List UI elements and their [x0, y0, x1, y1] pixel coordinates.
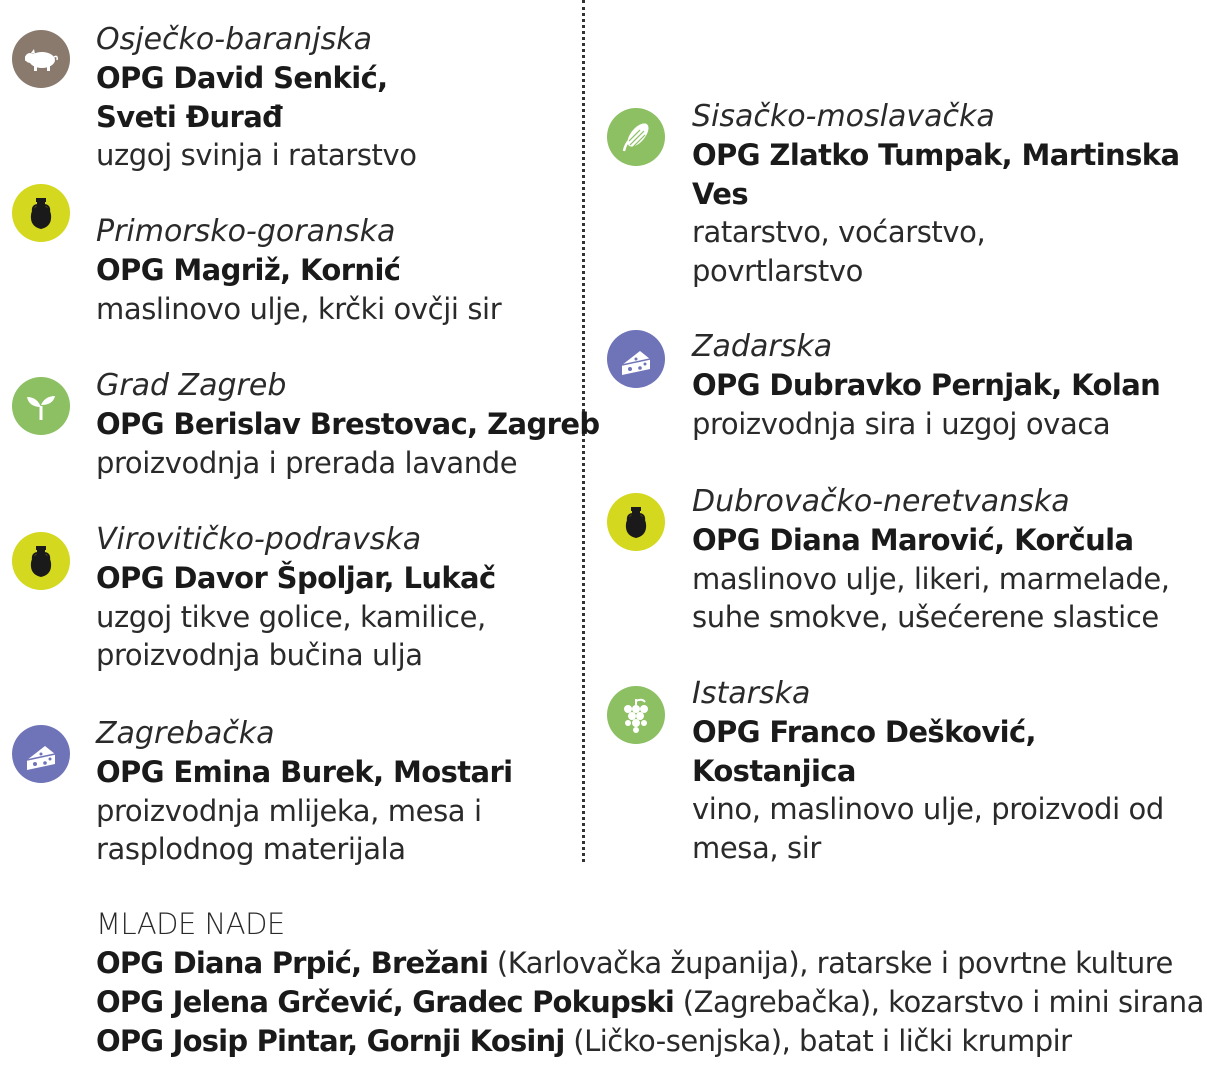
entry-sisacko-moslavacka: [692, 97, 1179, 290]
region-label: Primorsko-goranska: [96, 214, 396, 249]
opg-name: OPG Diana Prpić, Brežani: [96, 946, 489, 980]
entry-primorsko-goranska: [96, 212, 501, 328]
region-label: Zagrebačka: [96, 716, 275, 751]
mlade-nade-section: [96, 905, 1204, 1061]
cheese-icon: [607, 330, 665, 388]
list-item: [96, 983, 1204, 1022]
amphora-icon: [12, 532, 70, 590]
activity-line: povrtlarstvo: [692, 253, 863, 288]
activity-line: proizvodnja bučina ulja: [96, 638, 423, 672]
opg-name-line: Kostanjica: [692, 753, 856, 788]
entry-osjecko-baranjska: [96, 20, 417, 175]
opg-name: OPG Jelena Grčević, Gradec Pokupski: [96, 985, 675, 1019]
grapes-icon: [607, 686, 665, 744]
activity-line: suhe smokve, ušećerene slastice: [692, 600, 1159, 634]
activity-line: rasplodnog materijala: [96, 832, 406, 866]
amphora-icon: [607, 493, 665, 551]
amphora-icon: [12, 184, 70, 242]
region-label: Sisačko-moslavačka: [692, 99, 995, 134]
opg-details: (Ličko-senjska), batat i lički krumpir: [564, 1024, 1072, 1058]
activity-line: maslinovo ulje, likeri, marmelade,: [692, 561, 1170, 596]
activity-line: maslinovo ulje, krčki ovčji sir: [96, 291, 502, 326]
opg-name-line: OPG Zlatko Tumpak, Martinska: [692, 138, 1180, 172]
entry-viroviticko-podravska: [96, 520, 496, 675]
region-label: Virovitičko-podravska: [96, 522, 422, 557]
list-item: [96, 1022, 1196, 1061]
region-label: Dubrovačko-neretvanska: [692, 484, 1070, 519]
region-label: Zadarska: [692, 329, 833, 364]
opg-name-line: OPG David Senkić,: [96, 61, 388, 95]
region-label: Istarska: [692, 676, 811, 711]
opg-details: (Karlovačka županija), ratarske i povrtne kulture: [488, 946, 1173, 980]
entry-istarska: [692, 674, 1164, 867]
entry-zadarska: [692, 327, 1160, 443]
opg-name-line: OPG Berislav Brestovac, Zagreb: [96, 407, 600, 441]
activity-line: proizvodnja mlijeka, mesa i: [96, 793, 482, 828]
opg-name-line: Ves: [692, 176, 748, 211]
opg-name-line: OPG Davor Špoljar, Lukač: [96, 561, 496, 595]
activity-line: uzgoj tikve golice, kamilice,: [96, 599, 486, 634]
cheese-icon: [12, 725, 70, 783]
region-label: Osječko-baranjska: [96, 22, 372, 57]
opg-name-line: OPG Franco Dešković,: [692, 715, 1036, 749]
activity-line: mesa, sir: [692, 830, 821, 865]
opg-name-line: OPG Diana Marović, Korčula: [692, 523, 1134, 557]
list-item: [96, 944, 1196, 983]
opg-name: OPG Josip Pintar, Gornji Kosinj: [96, 1024, 565, 1058]
opg-name-line: Sveti Đurađ: [96, 99, 283, 134]
activity-line: ratarstvo, voćarstvo,: [692, 215, 986, 249]
section-heading: MLADE NADE: [96, 907, 285, 941]
entry-dubrovacko-neretvanska: [692, 482, 1170, 637]
activity-line: proizvodnja sira i uzgoj ovaca: [692, 406, 1111, 441]
opg-name-line: OPG Emina Burek, Mostari: [96, 755, 513, 789]
opg-name-line: OPG Dubravko Pernjak, Kolan: [692, 368, 1161, 402]
entry-grad-zagreb: [96, 366, 600, 482]
activity-line: uzgoj svinja i ratarstvo: [96, 138, 417, 172]
sprout-icon: [12, 377, 70, 435]
region-label: Grad Zagreb: [96, 368, 287, 403]
corn-icon: [607, 108, 665, 166]
opg-name-line: OPG Magriž, Kornić: [96, 253, 401, 287]
entry-zagrebacka: [96, 714, 513, 869]
opg-details: (Zagrebačka), kozarstvo i mini sirana: [674, 985, 1204, 1019]
activity-line: vino, maslinovo ulje, proizvodi od: [692, 792, 1164, 826]
pig-icon: [12, 30, 70, 88]
activity-line: proizvodnja i prerada lavande: [96, 445, 518, 480]
